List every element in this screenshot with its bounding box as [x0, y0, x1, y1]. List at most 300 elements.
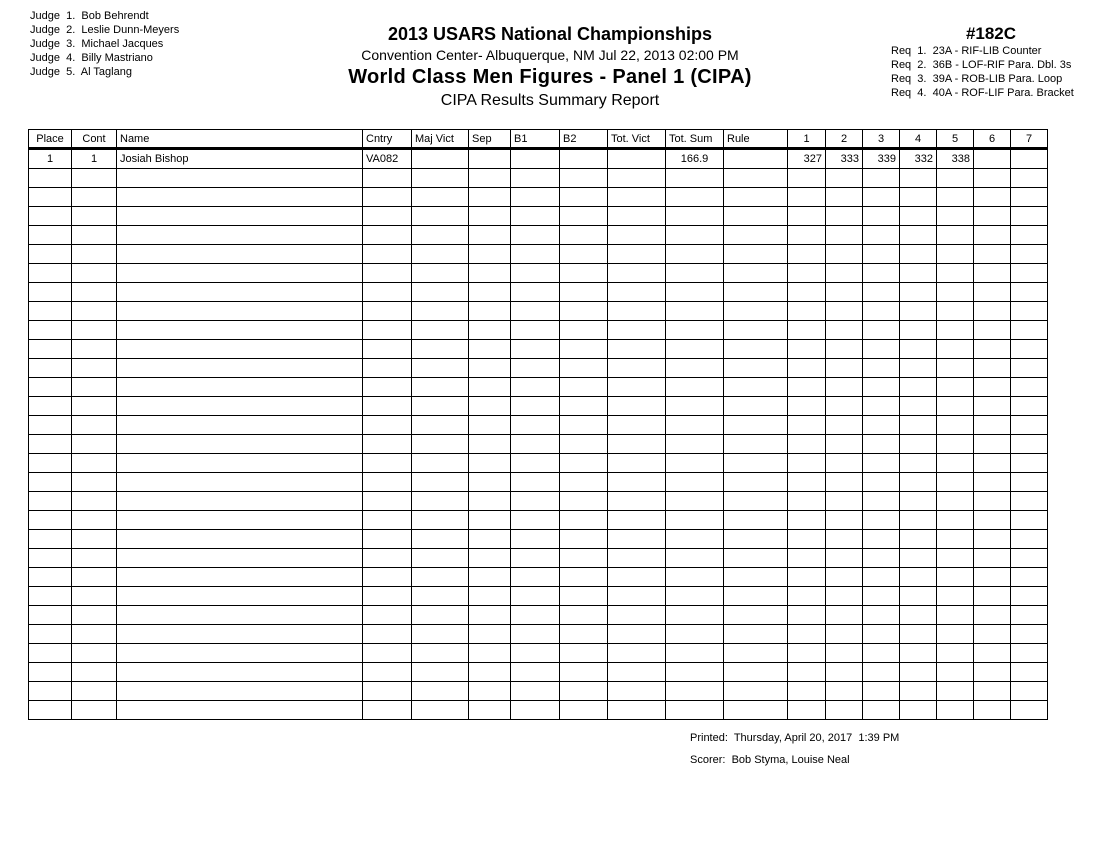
table-cell [724, 207, 788, 226]
table-cell [29, 530, 72, 549]
table-cell [826, 188, 863, 207]
table-cell [117, 169, 363, 188]
table-cell [788, 283, 826, 302]
table-cell [412, 302, 469, 321]
table-cell [863, 549, 900, 568]
table-cell [469, 606, 511, 625]
table-cell [560, 663, 608, 682]
table-cell [29, 682, 72, 701]
table-cell [511, 149, 560, 169]
table-cell [666, 587, 724, 606]
table-cell [469, 169, 511, 188]
event-number: #182C [965, 24, 1017, 43]
table-cell [1011, 321, 1048, 340]
table-cell [412, 359, 469, 378]
table-cell: 166.9 [666, 149, 724, 169]
table-cell [666, 188, 724, 207]
table-cell [511, 530, 560, 549]
table-cell [72, 264, 117, 283]
table-cell [863, 340, 900, 359]
table-cell [608, 663, 666, 682]
table-cell [560, 226, 608, 245]
table-cell [560, 188, 608, 207]
column-header: Sep [469, 130, 511, 149]
table-cell [608, 264, 666, 283]
table-cell [863, 663, 900, 682]
table-cell [900, 321, 937, 340]
table-cell [788, 587, 826, 606]
table-cell: Josiah Bishop [117, 149, 363, 169]
table-cell [666, 435, 724, 454]
table-cell [1011, 435, 1048, 454]
table-cell [511, 682, 560, 701]
report-title: CIPA Results Summary Report [440, 92, 660, 109]
table-cell [666, 511, 724, 530]
printed-timestamp: Printed: Thursday, April 20, 2017 1:39 PM [690, 732, 900, 744]
table-cell [560, 644, 608, 663]
table-cell [117, 283, 363, 302]
table-cell [72, 302, 117, 321]
table-cell [469, 435, 511, 454]
table-cell [900, 435, 937, 454]
table-cell [666, 682, 724, 701]
table-cell [974, 283, 1011, 302]
table-cell [788, 207, 826, 226]
table-cell [863, 492, 900, 511]
table-cell [412, 587, 469, 606]
table-cell [900, 530, 937, 549]
table-cell [788, 416, 826, 435]
table-cell: 1 [29, 149, 72, 169]
table-cell [900, 492, 937, 511]
table-cell [412, 492, 469, 511]
table-cell [117, 587, 363, 606]
table-cell [412, 511, 469, 530]
results-table [28, 129, 1048, 720]
table-cell [469, 511, 511, 530]
table-cell [900, 416, 937, 435]
table-cell [863, 321, 900, 340]
table-cell [826, 340, 863, 359]
table-cell [608, 435, 666, 454]
table-cell [724, 188, 788, 207]
table-cell [937, 492, 974, 511]
table-cell [666, 207, 724, 226]
table-cell [117, 188, 363, 207]
table-cell [469, 207, 511, 226]
table-cell [1011, 302, 1048, 321]
event-info [891, 24, 1091, 100]
table-cell [117, 397, 363, 416]
header-row [29, 130, 1048, 149]
table-cell [412, 283, 469, 302]
table-cell [511, 492, 560, 511]
table-cell [1011, 188, 1048, 207]
championship-title: 2013 USARS National Championships [387, 24, 713, 44]
table-cell [974, 226, 1011, 245]
table-cell [1011, 454, 1048, 473]
table-cell [900, 340, 937, 359]
table-cell [363, 625, 412, 644]
table-cell [469, 264, 511, 283]
table-cell [469, 625, 511, 644]
table-cell [560, 606, 608, 625]
table-cell [826, 568, 863, 587]
table-cell [974, 302, 1011, 321]
table-cell [29, 492, 72, 511]
table-cell [511, 473, 560, 492]
table-cell [469, 188, 511, 207]
table-cell [560, 359, 608, 378]
column-header: 1 [788, 130, 826, 149]
table-cell [666, 568, 724, 587]
table-cell [724, 549, 788, 568]
table-cell [937, 188, 974, 207]
table-cell [724, 226, 788, 245]
table-cell [560, 321, 608, 340]
table-cell [412, 416, 469, 435]
table-cell [826, 663, 863, 682]
column-header: Tot. Vict [608, 130, 666, 149]
table-cell [788, 625, 826, 644]
table-cell [117, 340, 363, 359]
table-cell [29, 359, 72, 378]
table-cell [937, 169, 974, 188]
table-cell [29, 226, 72, 245]
table-cell [29, 454, 72, 473]
table-cell [974, 682, 1011, 701]
table-cell [974, 530, 1011, 549]
table-cell [1011, 149, 1048, 169]
table-cell [29, 283, 72, 302]
column-header: Place [29, 130, 72, 149]
table-cell [608, 397, 666, 416]
table-row [29, 587, 1048, 606]
column-header: Maj Vict [412, 130, 469, 149]
table-cell [826, 207, 863, 226]
table-cell [412, 188, 469, 207]
table-cell [511, 264, 560, 283]
table-cell [117, 663, 363, 682]
table-cell [363, 587, 412, 606]
table-cell [469, 492, 511, 511]
table-cell [863, 397, 900, 416]
table-cell [363, 454, 412, 473]
table-cell [29, 568, 72, 587]
table-cell [511, 511, 560, 530]
table-cell [363, 435, 412, 454]
table-row [29, 245, 1048, 264]
table-cell [29, 416, 72, 435]
table-cell [363, 188, 412, 207]
table-cell [937, 321, 974, 340]
table-cell [937, 587, 974, 606]
table-cell [788, 473, 826, 492]
table-cell [72, 207, 117, 226]
table-cell [29, 511, 72, 530]
table-cell [937, 226, 974, 245]
table-cell [72, 473, 117, 492]
table-cell [29, 378, 72, 397]
table-cell [863, 264, 900, 283]
judge-1: Judge 1. Bob Behrendt [30, 10, 149, 22]
table-cell [788, 663, 826, 682]
table-cell [900, 226, 937, 245]
table-cell [788, 682, 826, 701]
table-cell [72, 340, 117, 359]
table-cell [788, 302, 826, 321]
table-cell [826, 302, 863, 321]
table-cell [412, 454, 469, 473]
table-cell [29, 397, 72, 416]
table-cell [863, 644, 900, 663]
table-cell [469, 321, 511, 340]
column-header: 7 [1011, 130, 1048, 149]
table-row [29, 644, 1048, 663]
table-cell [900, 511, 937, 530]
table-cell [608, 568, 666, 587]
table-cell [974, 549, 1011, 568]
table-cell [72, 701, 117, 720]
table-cell [560, 435, 608, 454]
table-cell [666, 340, 724, 359]
table-cell [560, 397, 608, 416]
table-cell [724, 644, 788, 663]
table-cell [363, 492, 412, 511]
table-cell [826, 625, 863, 644]
table-cell [72, 245, 117, 264]
table-cell [826, 587, 863, 606]
table-cell [974, 511, 1011, 530]
table-cell [72, 549, 117, 568]
table-cell [117, 549, 363, 568]
table-cell [1011, 397, 1048, 416]
table-cell [666, 492, 724, 511]
table-cell [788, 397, 826, 416]
table-cell [826, 283, 863, 302]
table-cell [469, 568, 511, 587]
table-cell [511, 397, 560, 416]
column-header: Rule [724, 130, 788, 149]
table-cell [863, 359, 900, 378]
table-cell [608, 416, 666, 435]
table-row [29, 511, 1048, 530]
judge-2: Judge 2. Leslie Dunn-Meyers [30, 24, 180, 36]
table-row [29, 530, 1048, 549]
table-cell [666, 606, 724, 625]
table-cell [666, 283, 724, 302]
table-cell [1011, 606, 1048, 625]
column-header: 4 [900, 130, 937, 149]
table-cell [608, 492, 666, 511]
table-cell [788, 511, 826, 530]
table-row [29, 359, 1048, 378]
table-cell [117, 625, 363, 644]
table-cell [363, 321, 412, 340]
table-cell: 1 [72, 149, 117, 169]
table-cell [72, 226, 117, 245]
table-cell [788, 169, 826, 188]
table-cell [560, 625, 608, 644]
table-cell [666, 416, 724, 435]
requirement-4: Req 4. 40A - ROF-LIF Para. Bracket [891, 87, 1074, 99]
table-cell [666, 302, 724, 321]
table-cell [608, 226, 666, 245]
table-cell [900, 625, 937, 644]
column-header: Tot. Sum [666, 130, 724, 149]
table-cell [511, 416, 560, 435]
table-cell [666, 321, 724, 340]
table-cell [511, 568, 560, 587]
table-cell [117, 245, 363, 264]
table-cell [72, 283, 117, 302]
table-cell [1011, 568, 1048, 587]
table-cell [863, 188, 900, 207]
table-cell [826, 682, 863, 701]
table-cell [974, 473, 1011, 492]
table-cell [412, 149, 469, 169]
table-cell [826, 321, 863, 340]
table-cell [72, 625, 117, 644]
table-cell [560, 245, 608, 264]
table-cell [608, 701, 666, 720]
column-header: 5 [937, 130, 974, 149]
table-cell [826, 416, 863, 435]
table-cell [469, 549, 511, 568]
table-cell [363, 283, 412, 302]
table-cell [974, 435, 1011, 454]
table-cell [826, 473, 863, 492]
table-cell [900, 644, 937, 663]
table-cell [788, 188, 826, 207]
table-cell [724, 169, 788, 188]
column-header: Name [117, 130, 363, 149]
table-cell [724, 625, 788, 644]
table-cell [469, 587, 511, 606]
table-cell [724, 283, 788, 302]
table-cell [72, 416, 117, 435]
table-cell [666, 378, 724, 397]
table-row [29, 663, 1048, 682]
table-row [29, 226, 1048, 245]
event-title: World Class Men Figures - Panel 1 (CIPA) [348, 66, 752, 88]
table-cell [724, 682, 788, 701]
table-cell [937, 435, 974, 454]
column-header: B1 [511, 130, 560, 149]
table-cell [72, 378, 117, 397]
table-cell [117, 321, 363, 340]
table-cell [863, 568, 900, 587]
table-cell [608, 169, 666, 188]
table-cell [469, 302, 511, 321]
table-cell [117, 606, 363, 625]
table-cell [724, 416, 788, 435]
table-cell [937, 245, 974, 264]
table-cell [724, 530, 788, 549]
table-cell [826, 492, 863, 511]
table-row [29, 378, 1048, 397]
table-cell [363, 302, 412, 321]
table-cell [469, 530, 511, 549]
table-cell [117, 264, 363, 283]
table-cell [469, 340, 511, 359]
table-row [29, 340, 1048, 359]
table-cell [560, 264, 608, 283]
table-cell [863, 207, 900, 226]
table-cell [788, 264, 826, 283]
table-cell [788, 340, 826, 359]
table-cell [724, 435, 788, 454]
table-cell [937, 682, 974, 701]
table-cell [560, 530, 608, 549]
table-cell [666, 625, 724, 644]
table-cell [863, 283, 900, 302]
table-cell [974, 454, 1011, 473]
table-cell [608, 283, 666, 302]
requirement-2: Req 2. 36B - LOF-RIF Para. Dbl. 3s [891, 59, 1072, 71]
table-row [29, 264, 1048, 283]
table-cell [863, 530, 900, 549]
table-cell [117, 302, 363, 321]
table-cell [412, 397, 469, 416]
column-header: 6 [974, 130, 1011, 149]
table-cell [1011, 169, 1048, 188]
table-cell [937, 625, 974, 644]
table-cell [560, 283, 608, 302]
table-cell [724, 473, 788, 492]
table-row [29, 606, 1048, 625]
table-cell [608, 321, 666, 340]
table-cell [863, 701, 900, 720]
table-cell [608, 188, 666, 207]
table-cell [511, 169, 560, 188]
table-row [29, 492, 1048, 511]
table-cell [511, 207, 560, 226]
table-cell [363, 682, 412, 701]
table-cell [826, 530, 863, 549]
table-cell [937, 359, 974, 378]
table-cell [863, 416, 900, 435]
table-cell [29, 549, 72, 568]
table-cell [363, 568, 412, 587]
table-cell [788, 606, 826, 625]
table-cell [117, 568, 363, 587]
table-cell [117, 644, 363, 663]
table-cell [1011, 340, 1048, 359]
table-cell [900, 397, 937, 416]
table-cell [29, 188, 72, 207]
table-cell [363, 511, 412, 530]
report-header [300, 22, 800, 112]
table-cell [900, 302, 937, 321]
table-cell [1011, 264, 1048, 283]
column-header: 3 [863, 130, 900, 149]
table-cell [666, 663, 724, 682]
judge-5: Judge 5. Al Taglang [30, 66, 132, 78]
table-cell [1011, 530, 1048, 549]
table-row [29, 416, 1048, 435]
table-cell [724, 302, 788, 321]
table-cell [560, 511, 608, 530]
table-cell [608, 359, 666, 378]
table-cell [724, 454, 788, 473]
table-cell [974, 625, 1011, 644]
table-cell [72, 568, 117, 587]
table-cell [363, 644, 412, 663]
table-cell [1011, 245, 1048, 264]
table-cell [560, 340, 608, 359]
table-cell [724, 568, 788, 587]
